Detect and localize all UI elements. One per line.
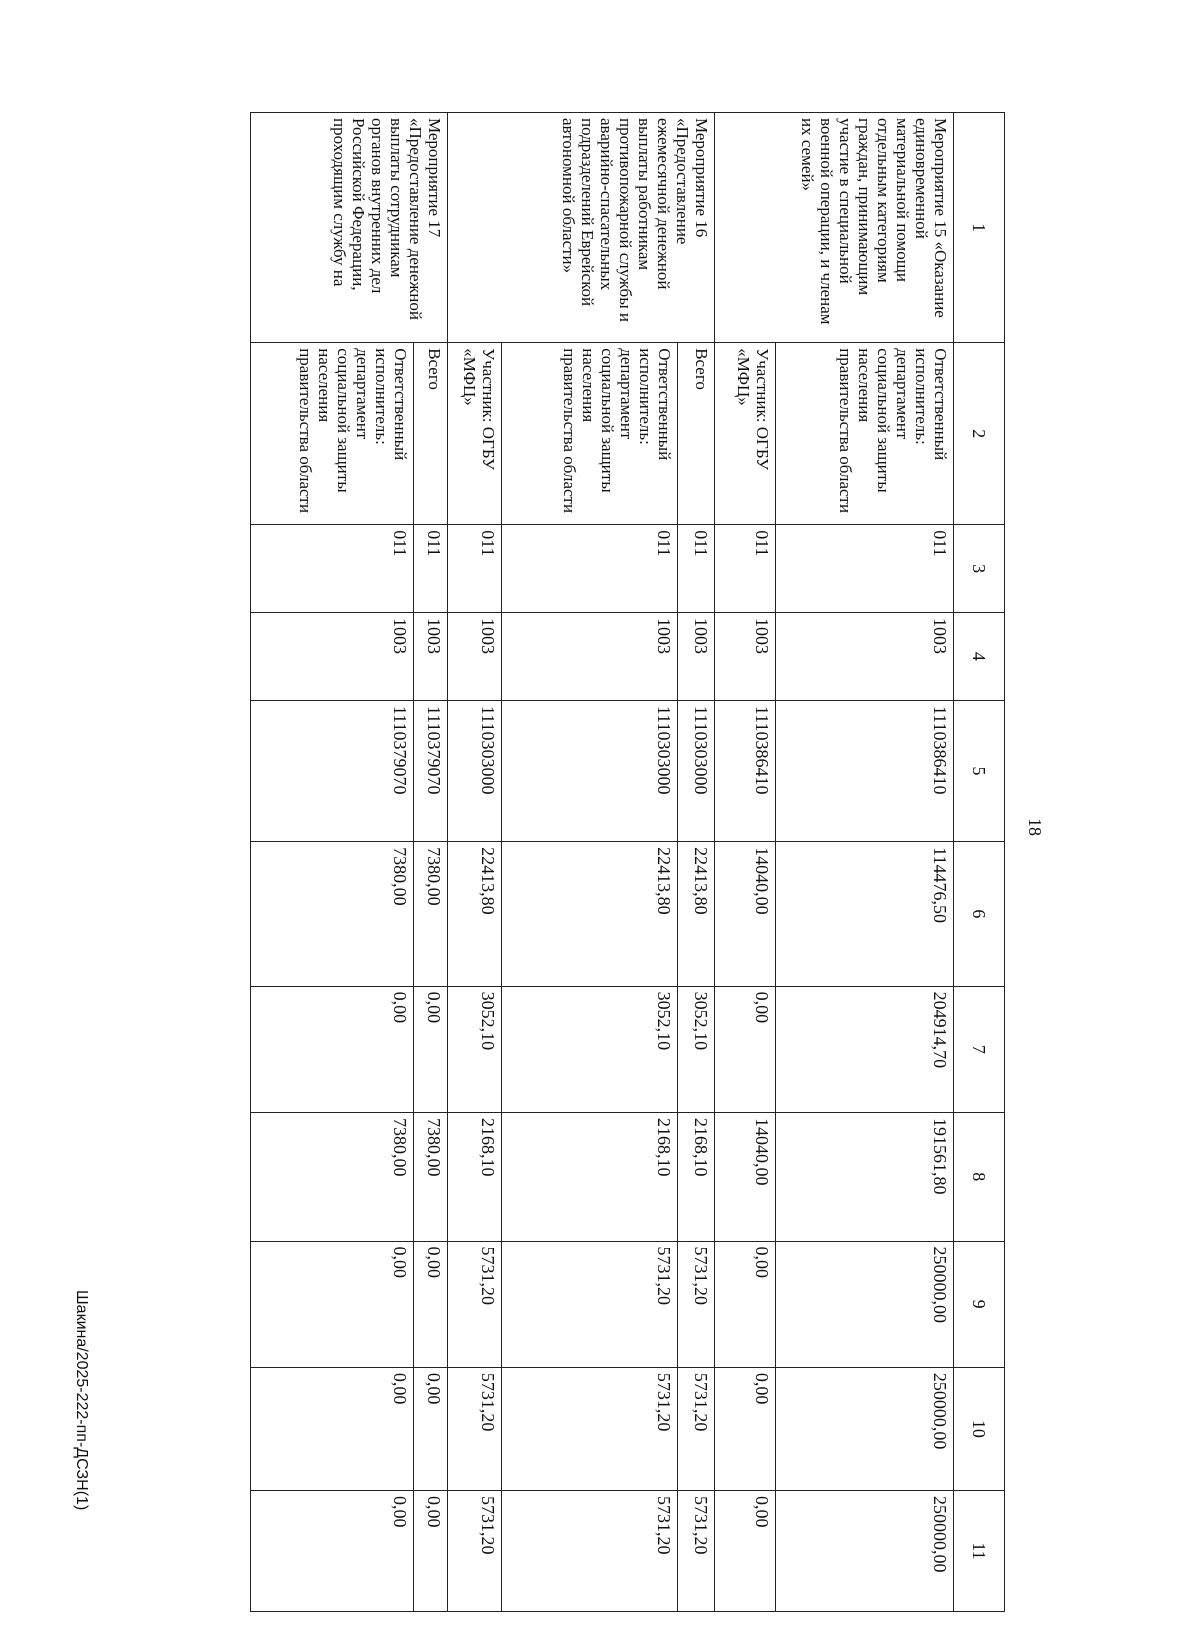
cell-c6: 7380,00 — [251, 842, 414, 987]
col-header-4: 4 — [954, 613, 1005, 701]
cell-c7: 3052,10 — [448, 986, 502, 1112]
page-number: 18 — [1025, 818, 1045, 836]
cell-c11: 250000,00 — [776, 1490, 954, 1611]
cell-c10: 0,00 — [251, 1367, 414, 1490]
cell-c8: 14040,00 — [715, 1113, 776, 1241]
cell-c6: 22413,80 — [678, 842, 715, 987]
rotated-page — [145, 112, 1005, 1612]
cell-c6: 14040,00 — [715, 842, 776, 987]
cell-c4: 1003 — [776, 613, 954, 701]
cell-c6: 7380,00 — [413, 842, 447, 987]
cell-c7: 0,00 — [413, 986, 447, 1112]
budget-table — [250, 112, 1005, 1612]
cell-c3: 011 — [678, 525, 715, 613]
cell-c6: 22413,80 — [448, 842, 502, 987]
executor-cell: Ответственный исполнитель: департамент социальной защиты населения правительства области — [501, 343, 677, 525]
cell-c10: 250000,00 — [776, 1367, 954, 1490]
cell-c3: 011 — [501, 525, 677, 613]
cell-c10: 5731,20 — [501, 1367, 677, 1490]
cell-c9: 5731,20 — [501, 1241, 677, 1367]
measure-17-name: Мероприятие 17 «Предоставление денежной выплаты сотрудникам органов внутренних дел Российской Федерации, проходящим службу на — [251, 113, 448, 343]
measure-16-name: Мероприятие 16 «Предоставление ежемесячной денежной выплаты работникам противопожарной службы и аварийно-спасательных подразделений Еврейской автономной области» — [448, 113, 715, 343]
cell-c8: 191561,80 — [776, 1113, 954, 1241]
col-header-3: 3 — [954, 525, 1005, 613]
cell-c9: 5731,20 — [678, 1241, 715, 1367]
cell-c4: 1003 — [501, 613, 677, 701]
total-cell: Всего — [678, 343, 715, 525]
col-header-8: 8 — [954, 1113, 1005, 1241]
cell-c8: 2168,10 — [501, 1113, 677, 1241]
cell-c8: 2168,10 — [678, 1113, 715, 1241]
cell-c4: 1003 — [448, 613, 502, 701]
table-row — [413, 113, 447, 1612]
col-header-9: 9 — [954, 1241, 1005, 1367]
col-header-5: 5 — [954, 700, 1005, 841]
cell-c10: 0,00 — [413, 1367, 447, 1490]
executor-cell: Ответственный исполнитель: департамент социальной защиты населения правительства области — [251, 343, 414, 525]
cell-c10: 5731,20 — [448, 1367, 502, 1490]
cell-c8: 2168,10 — [448, 1113, 502, 1241]
table-row — [776, 113, 954, 1612]
cell-c7: 3052,10 — [501, 986, 677, 1112]
col-header-2: 2 — [954, 343, 1005, 525]
cell-c4: 1003 — [678, 613, 715, 701]
cell-c3: 011 — [413, 525, 447, 613]
cell-c8: 7380,00 — [251, 1113, 414, 1241]
cell-c9: 0,00 — [715, 1241, 776, 1367]
cell-c6: 22413,80 — [501, 842, 677, 987]
cell-c5: 1110303000 — [678, 700, 715, 841]
cell-c5: 1110379070 — [413, 700, 447, 841]
cell-c4: 1003 — [715, 613, 776, 701]
measure-15-name: Мероприятие 15 «Оказание единовременной материальной помощи отдельным категориям граждан, принимающим участие в специальной военной операции, и членам их семей» — [715, 113, 954, 343]
cell-c11: 0,00 — [715, 1490, 776, 1611]
cell-c11: 0,00 — [413, 1490, 447, 1611]
cell-c3: 011 — [715, 525, 776, 613]
cell-c5: 1110303000 — [448, 700, 502, 841]
cell-c9: 0,00 — [251, 1241, 414, 1367]
cell-c10: 5731,20 — [678, 1367, 715, 1490]
cell-c11: 5731,20 — [448, 1490, 502, 1611]
cell-c10: 0,00 — [715, 1367, 776, 1490]
executor-cell: Ответственный исполнитель: департамент социальной защиты населения правительства области — [776, 343, 954, 525]
col-header-11: 11 — [954, 1490, 1005, 1611]
cell-c9: 0,00 — [413, 1241, 447, 1367]
cell-c3: 011 — [776, 525, 954, 613]
cell-c7: 204914,70 — [776, 986, 954, 1112]
cell-c7: 0,00 — [715, 986, 776, 1112]
col-header-10: 10 — [954, 1367, 1005, 1490]
participant-cell: Участник: ОГБУ «МФЦ» — [448, 343, 502, 525]
total-cell: Всего — [413, 343, 447, 525]
col-header-7: 7 — [954, 986, 1005, 1112]
cell-c11: 0,00 — [251, 1490, 414, 1611]
col-header-1: 1 — [954, 113, 1005, 343]
table-row — [678, 113, 715, 1612]
cell-c7: 3052,10 — [678, 986, 715, 1112]
cell-c11: 5731,20 — [501, 1490, 677, 1611]
cell-c11: 5731,20 — [678, 1490, 715, 1611]
cell-c7: 0,00 — [251, 986, 414, 1112]
cell-c8: 7380,00 — [413, 1113, 447, 1241]
cell-c4: 1003 — [413, 613, 447, 701]
cell-c5: 1110379070 — [251, 700, 414, 841]
cell-c3: 011 — [251, 525, 414, 613]
cell-c5: 1110386410 — [715, 700, 776, 841]
cell-c9: 250000,00 — [776, 1241, 954, 1367]
cell-c3: 011 — [448, 525, 502, 613]
footer-code: Шакина/2025-222-пп-ДСЗН(1) — [73, 1290, 90, 1511]
cell-c5: 1110303000 — [501, 700, 677, 841]
cell-c9: 5731,20 — [448, 1241, 502, 1367]
header-row — [954, 113, 1005, 1612]
participant-cell: Участник: ОГБУ «МФЦ» — [715, 343, 776, 525]
col-header-6: 6 — [954, 842, 1005, 987]
cell-c4: 1003 — [251, 613, 414, 701]
cell-c5: 1110386410 — [776, 700, 954, 841]
cell-c6: 114476,50 — [776, 842, 954, 987]
